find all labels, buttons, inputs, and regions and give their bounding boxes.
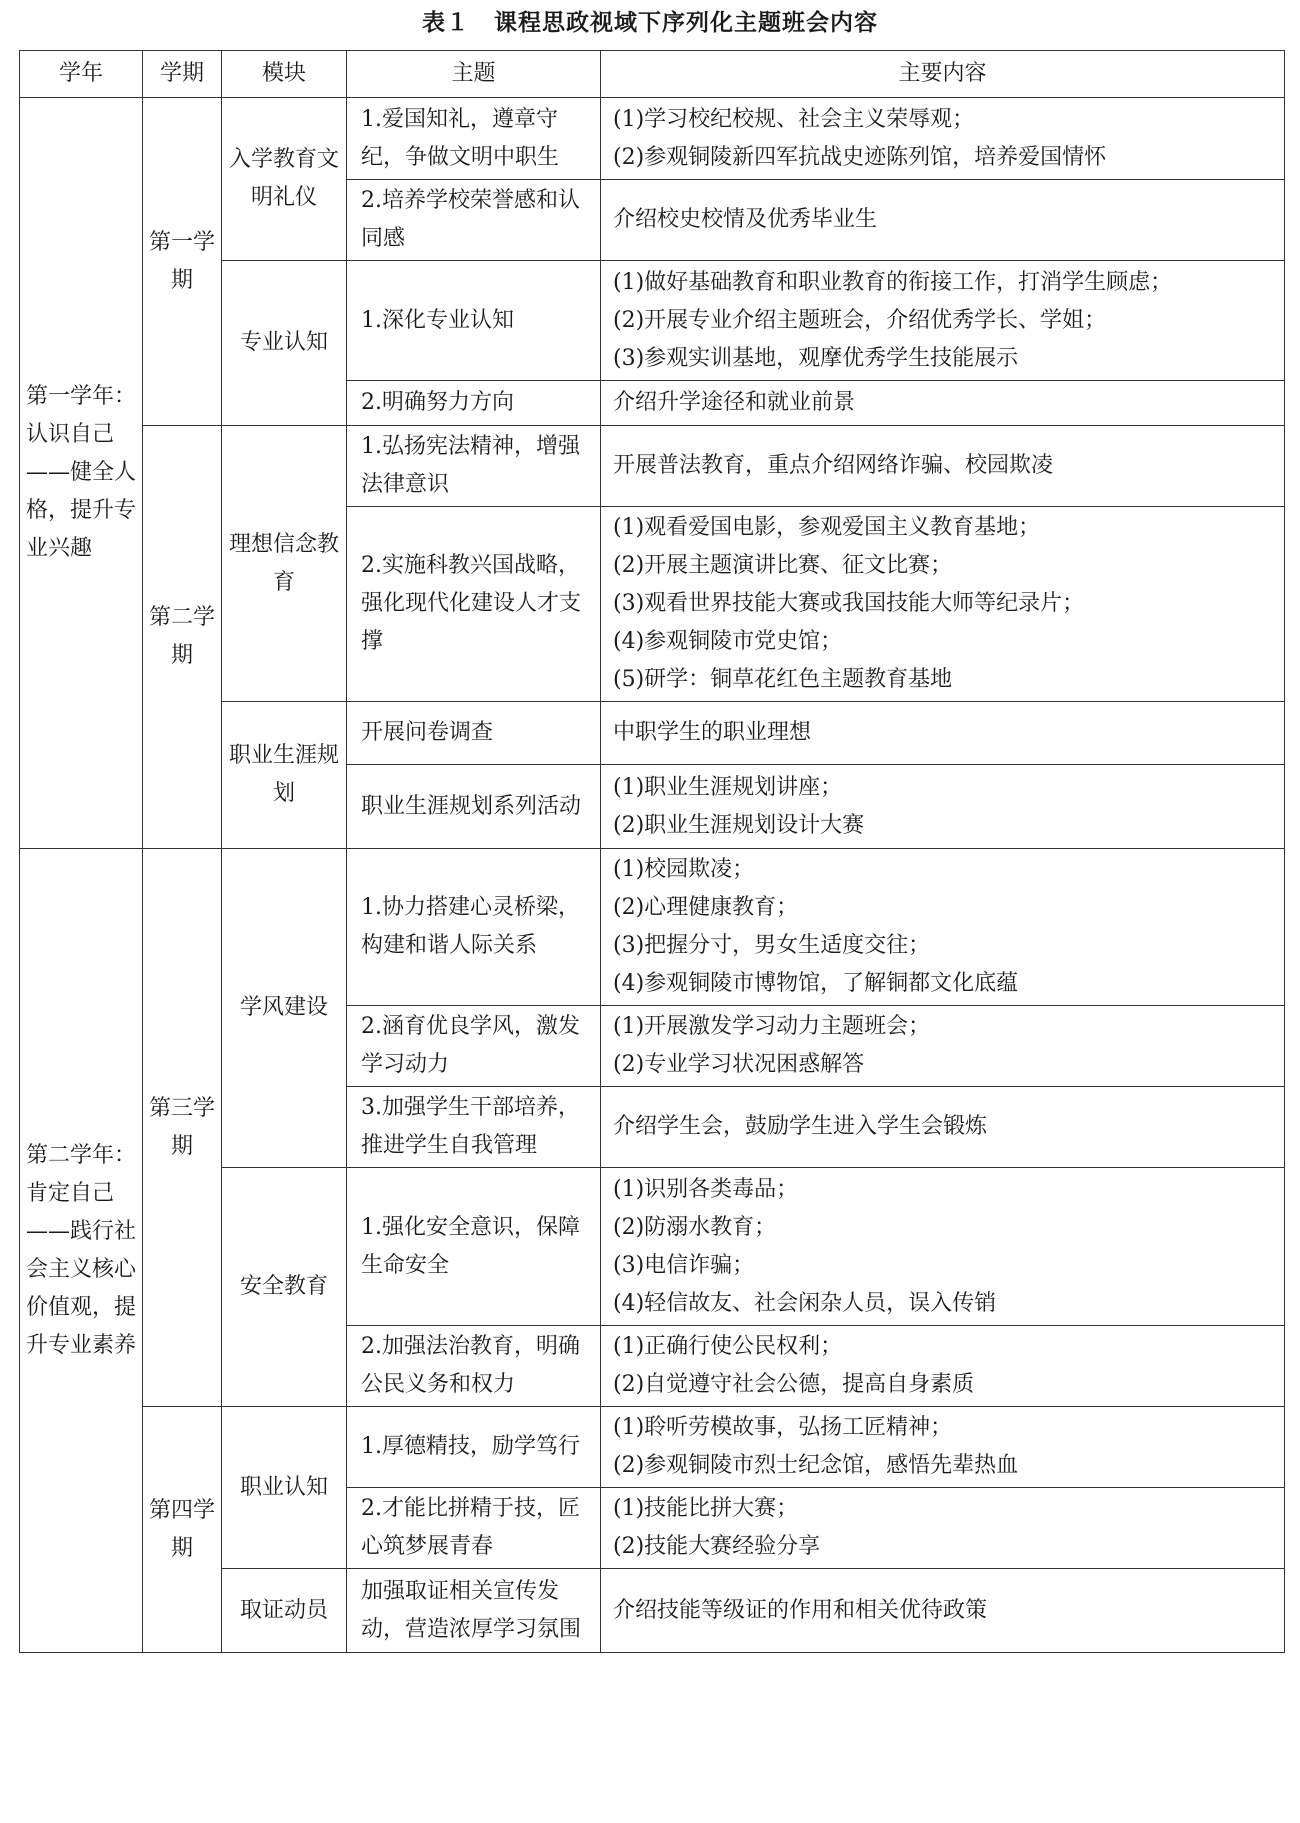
content-line: (5)研学：铜草花红色主题教育基地 [613, 667, 953, 692]
content-line: (2)技能大赛经验分享 [613, 1534, 821, 1559]
topic-cell: 3.加强学生干部培养，推进学生自我管理 [347, 1087, 601, 1168]
topic-cell: 1.爱国知礼，遵章守纪，争做文明中职生 [347, 98, 601, 180]
content-line: (1)识别各类毒品； [613, 1176, 799, 1202]
topic-cell: 2.加强法治教育，明确公民义务和权力 [347, 1326, 601, 1407]
year-cell: 第二学年：肯定自己——践行社会主义核心价值观，提升专业素养 [20, 849, 143, 1653]
topic-cell: 开展问卷调查 [347, 702, 601, 765]
content-cell [601, 1006, 1285, 1087]
topic-cell: 2.才能比拼精于技，匠心筑梦展青春 [347, 1488, 601, 1569]
content-line: (1)观看爱国电影，参观爱国主义教育基地； [613, 515, 1041, 540]
content-line: (2)防溺水教育； [613, 1214, 777, 1240]
content-line: (1)做好基础教育和职业教育的衔接工作，打消学生顾虑； [613, 269, 1173, 295]
header-year: 学年 [20, 51, 143, 98]
table-row [20, 1407, 1285, 1488]
year-cell: 第一学年：认识自己——健全人格，提升专业兴趣 [20, 98, 143, 849]
content-line: 开展普法教育，重点介绍网络诈骗、校园欺凌 [613, 453, 1054, 478]
content-cell [601, 765, 1285, 849]
content-line: (4)参观铜陵市党史馆； [613, 629, 843, 654]
content-cell [601, 180, 1285, 261]
semester-cell: 第二学期 [143, 426, 222, 849]
semester-cell: 第一学期 [143, 98, 222, 426]
header-module: 模块 [222, 51, 347, 98]
content-line: 中职学生的职业理想 [613, 720, 812, 745]
module-cell: 安全教育 [222, 1168, 347, 1407]
topic-cell: 职业生涯规划系列活动 [347, 765, 601, 849]
content-line: 介绍学生会，鼓励学生进入学生会锻炼 [613, 1114, 988, 1139]
topic-cell: 2.实施科教兴国战略，强化现代化建设人才支撑 [347, 507, 601, 702]
content-cell [601, 849, 1285, 1006]
topic-cell: 2.培养学校荣誉感和认同感 [347, 180, 601, 261]
content-line: (2)参观铜陵市烈士纪念馆，感悟先辈热血 [613, 1453, 1019, 1478]
content-line: (2)职业生涯规划设计大赛 [613, 812, 865, 838]
content-line: (2)专业学习状况困惑解答 [613, 1052, 865, 1077]
content-line: (2)开展主题演讲比赛、征文比赛； [613, 553, 953, 578]
table-caption: 表１ 课程思政视域下序列化主题班会内容 [422, 10, 878, 36]
module-cell: 理想信念教育 [222, 426, 347, 702]
topic-cell: 1.厚德精技，励学笃行 [347, 1407, 601, 1488]
header-semester: 学期 [143, 51, 222, 98]
semester-cell: 第三学期 [143, 849, 222, 1407]
header-topic: 主题 [347, 51, 601, 98]
content-line: 介绍校史校情及优秀毕业生 [613, 207, 878, 232]
content-line: (2)开展专业介绍主题班会，介绍优秀学长、学姐； [613, 307, 1107, 333]
content-line: (3)把握分寸，男女生适度交往； [613, 933, 931, 958]
semester-cell: 第四学期 [143, 1407, 222, 1653]
topic-cell: 加强取证相关宣传发动，营造浓厚学习氛围 [347, 1569, 601, 1653]
topic-cell: 1.强化安全意识，保障生命安全 [347, 1168, 601, 1326]
module-cell: 学风建设 [222, 849, 347, 1168]
module-cell: 取证动员 [222, 1569, 347, 1653]
theme-class-table [19, 50, 1285, 1653]
content-cell [601, 1407, 1285, 1488]
header-row [20, 51, 1285, 98]
module-cell: 职业生涯规划 [222, 702, 347, 849]
content-line: 介绍升学途径和就业前景 [613, 390, 856, 415]
content-cell [601, 1087, 1285, 1168]
content-cell [601, 98, 1285, 180]
topic-cell: 2.明确努力方向 [347, 381, 601, 426]
content-cell [601, 1488, 1285, 1569]
content-line: (1)开展激发学习动力主题班会； [613, 1014, 931, 1039]
content-line: (2)参观铜陵新四军抗战史迹陈列馆，培养爱国情怀 [613, 144, 1107, 170]
content-cell [601, 426, 1285, 507]
content-cell [601, 702, 1285, 765]
topic-cell: 1.协力搭建心灵桥梁，构建和谐人际关系 [347, 849, 601, 1006]
content-line: (1)学习校纪校规、社会主义荣辱观； [613, 106, 975, 132]
content-line: (1)聆听劳模故事，弘扬工匠精神； [613, 1415, 953, 1440]
content-cell [601, 381, 1285, 426]
topic-cell: 1.深化专业认知 [347, 261, 601, 381]
topic-cell: 1.弘扬宪法精神，增强法律意识 [347, 426, 601, 507]
content-cell [601, 1569, 1285, 1653]
module-cell: 专业认知 [222, 261, 347, 426]
content-line: (4)轻信故友、社会闲杂人员，误入传销 [613, 1290, 997, 1316]
module-cell: 入学教育文明礼仪 [222, 98, 347, 261]
header-content: 主要内容 [601, 51, 1285, 98]
content-line: (2)自觉遵守社会公德，提高自身素质 [613, 1372, 975, 1397]
content-line: (4)参观铜陵市博物馆，了解铜都文化底蕴 [613, 971, 1019, 996]
content-line: (3)观看世界技能大赛或我国技能大师等纪录片； [613, 591, 1085, 616]
topic-cell: 2.涵育优良学风，激发学习动力 [347, 1006, 601, 1087]
module-cell: 职业认知 [222, 1407, 347, 1569]
content-cell [601, 507, 1285, 702]
table-row [20, 98, 1285, 180]
content-line: (3)电信诈骗； [613, 1252, 755, 1278]
content-line: (1)校园欺凌； [613, 857, 755, 882]
content-line: (1)职业生涯规划讲座； [613, 774, 843, 800]
content-line: (3)参观实训基地，观摩优秀学生技能展示 [613, 345, 1019, 371]
content-line: 介绍技能等级证的作用和相关优待政策 [613, 1597, 988, 1623]
table-row [20, 426, 1285, 507]
content-cell [601, 1168, 1285, 1326]
content-line: (1)技能比拼大赛； [613, 1496, 799, 1521]
table-row [20, 849, 1285, 1006]
content-cell [601, 1326, 1285, 1407]
content-line: (1)正确行使公民权利； [613, 1334, 843, 1359]
content-line: (2)心理健康教育； [613, 895, 799, 920]
content-cell [601, 261, 1285, 381]
